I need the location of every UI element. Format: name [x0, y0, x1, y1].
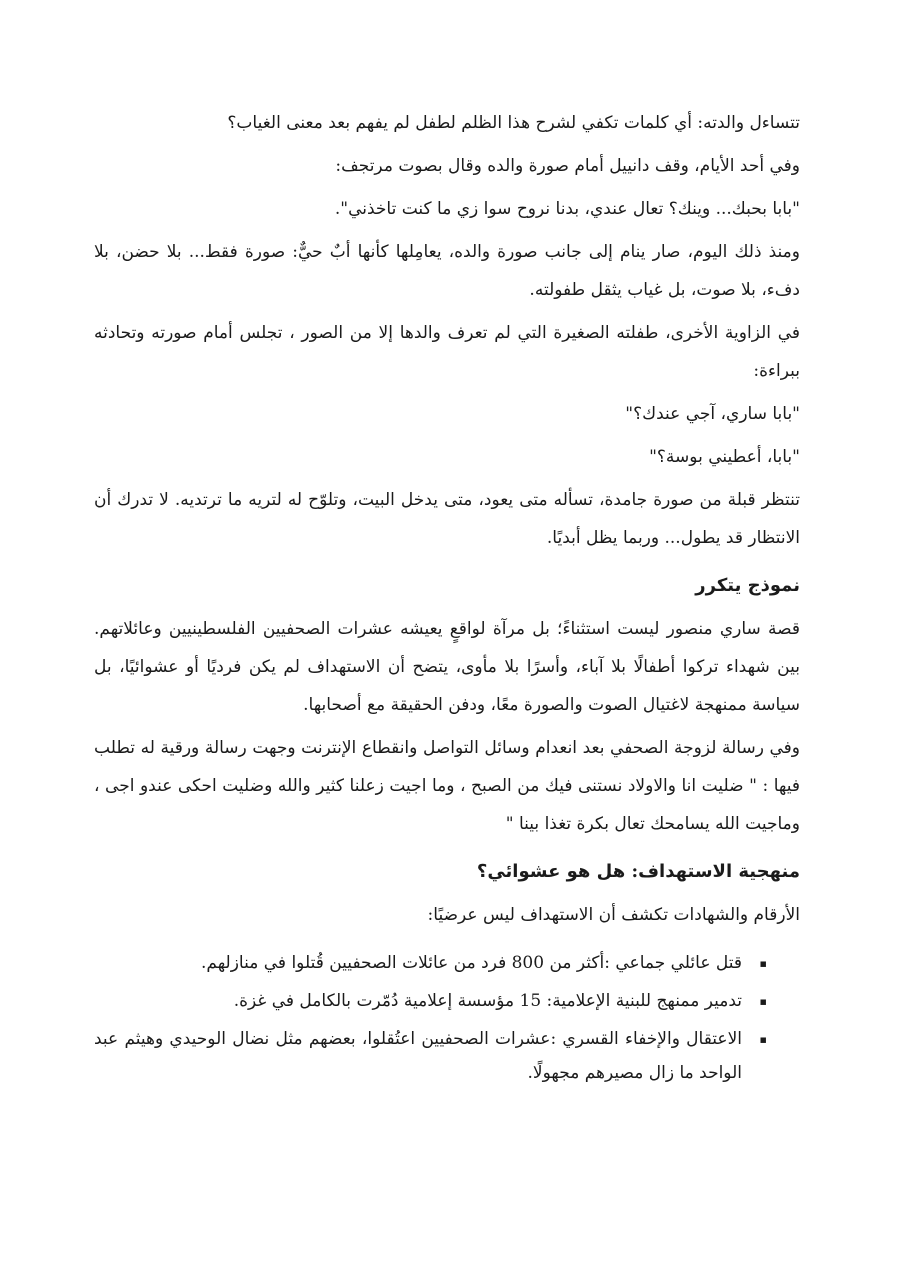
list-item-media-infrastructure — [94, 984, 767, 1018]
paragraph-wife-paper-letter: وفي رسالة لزوجة الصحفي بعد انعدام وسائل التواصل وانقطاع الإنترنت وجهت رسالة ورقية له تطلب فيها : " ضليت انا والاولاد نستنى فيك من الصبح ، وما اجيت زعلنا كثير والله وضليت احكى عندو اجى ، وماجيت الله يسامحك تعال بكرة تغذا بينا " — [94, 738, 800, 834]
paragraph-daniel-stood: وفي أحد الأيام، وقف دانييل أمام صورة والده وقال بصوت مرتجف: — [335, 156, 800, 176]
list-item-family-killing — [94, 946, 767, 980]
bullet-text: الاعتقال والإخفاء القسري :عشرات الصحفيين اعتُقلوا، بعضهم مثل نضال الوحيدي وهيثم عبد الواحد ما زال مصيرهم مجهولًا. — [94, 1029, 742, 1083]
list-item-detention-disappearance — [94, 1022, 767, 1090]
paragraph-sleeping-beside-photo: ومنذ ذلك اليوم، صار ينام إلى جانب صورة والده، يعامِلها كأنها أبٌ حيٌّ: صورة فقط... بلا حضن، بلا دفء، بلا صوت، بل غياب يثقل طفولته. — [94, 242, 800, 300]
bullet-text: قتل عائلي جماعي :أكثر من 800 فرد من عائلات الصحفيين قُتلوا في منازلهم. — [200, 953, 742, 973]
paragraph-little-daughter: في الزاوية الأخرى، طفلته الصغيرة التي لم تعرف والدها إلا من الصور ، تجلس أمام صورته وتحادثه ببراءة: — [94, 323, 800, 381]
quote-baba-kiss: "بابا، أعطيني بوسة؟" — [649, 447, 800, 467]
section-heading-targeting-methodology: منهجية الاستهداف: هل هو عشوائي؟ — [476, 861, 800, 882]
quote-baba-sari: "بابا ساري، آجي عندك؟" — [625, 404, 800, 424]
quote-baba-love: "بابا بحبك... وينك؟ تعال عندي، بدنا نروح سوا زي ما كنت تاخذني". — [334, 199, 800, 219]
document-content — [94, 104, 800, 1094]
paragraph-numbers-testimonies: الأرقام والشهادات تكشف أن الاستهداف ليس عرضيًا: — [427, 905, 800, 925]
paragraph-mother-question: تتساءل والدته: أي كلمات تكفي لشرح هذا الظلم لطفل لم يفهم بعد معنى الغياب؟ — [227, 113, 800, 133]
bullet-square-icon: ▪ — [759, 995, 767, 1008]
section-heading-repeating-pattern: نموذج يتكرر — [695, 575, 800, 596]
bullet-square-icon: ▪ — [759, 957, 767, 970]
targeting-evidence-list — [94, 946, 800, 1090]
paragraph-waiting-kiss: تنتظر قبلة من صورة جامدة، تسأله متى يعود، متى يدخل البيت، وتلوّح له لتريه ما ترتديه. لا تدرك أن الانتظار قد يطول... وربما يظل أبديًا. — [94, 490, 800, 548]
bullet-square-icon: ▪ — [759, 1033, 767, 1046]
paragraph-sari-story-not-exception: قصة ساري منصور ليست استثناءً؛ بل مرآة لواقعٍ يعيشه عشرات الصحفيين الفلسطينيين وعائلاتهم. بين شهداء تركوا أطفالًا بلا آباء، وأسرًا بلا مأوى، يتضح أن الاستهداف لم يكن فرديًا أو عشوائيًا، بل سياسة ممنهجة لاغتيال الصوت والصورة معًا، ودفن الحقيقة مع أصحابها. — [94, 619, 800, 715]
bullet-text: تدمير ممنهج للبنية الإعلامية: 15 مؤسسة إعلامية دُمّرت بالكامل في غزة. — [233, 991, 742, 1011]
